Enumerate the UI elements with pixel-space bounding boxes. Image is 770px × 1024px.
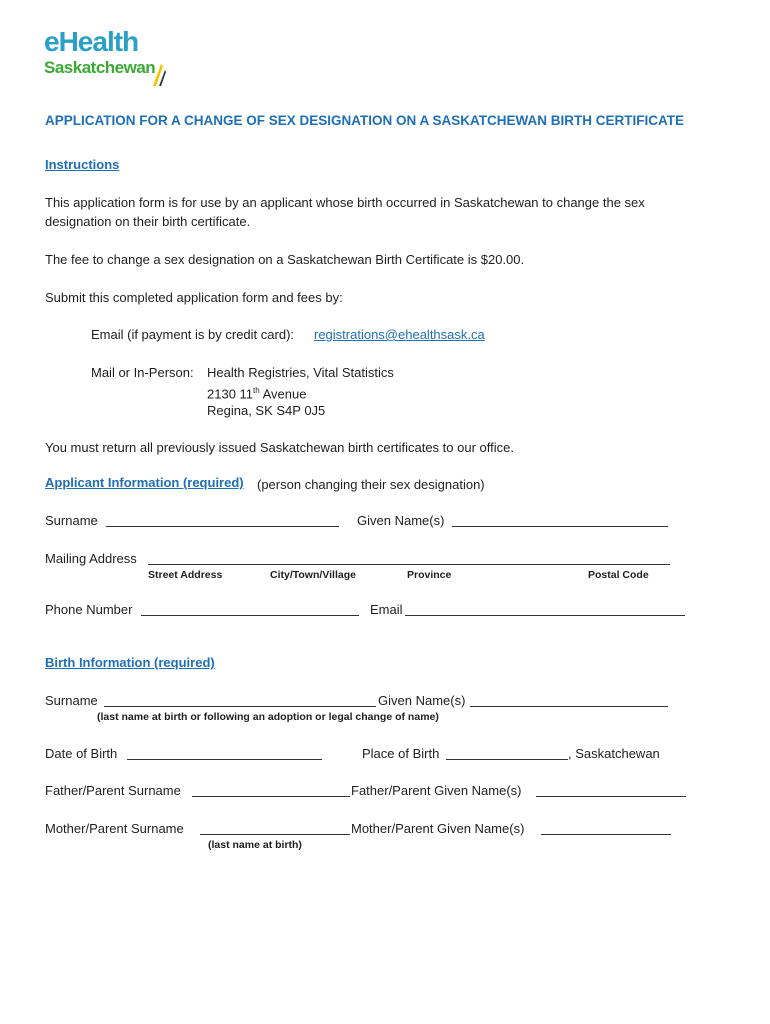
applicant-surname-field[interactable]: [106, 526, 339, 527]
applicant-heading: Applicant Information (required): [45, 475, 244, 490]
mailing-address-field[interactable]: [148, 564, 670, 565]
applicant-given-label: Given Name(s): [357, 513, 445, 528]
pob-suffix: , Saskatchewan: [568, 746, 660, 761]
page-title: APPLICATION FOR A CHANGE OF SEX DESIGNATION ON A SASKATCHEWAN BIRTH CERTIFICATE: [45, 113, 685, 128]
instructions-para1-line2: designation on their birth certificate.: [45, 214, 251, 229]
dob-label: Date of Birth: [45, 746, 118, 761]
applicant-given-field[interactable]: [452, 526, 668, 527]
birth-surname-note: (last name at birth or following an adoption or legal change of name): [97, 711, 439, 723]
mail-address-line3: Regina, SK S4P 0J5: [207, 403, 326, 418]
fee-text: The fee to change a sex designation on a Saskatchewan Birth Certificate is $20.00.: [45, 252, 525, 267]
mail-address-line1: Health Registries, Vital Statistics: [207, 365, 394, 380]
birth-surname-label: Surname: [45, 693, 98, 708]
logo-ehealth: eHealth: [44, 26, 139, 57]
mail-address-line2: 2130 11th Avenue: [207, 386, 307, 402]
mother-given-field[interactable]: [541, 834, 671, 835]
submit-text: Submit this completed application form and fees by:: [45, 290, 343, 305]
mailing-address-label: Mailing Address: [45, 551, 137, 566]
phone-field[interactable]: [141, 615, 359, 616]
father-given-field[interactable]: [536, 796, 686, 797]
instructions-para1-line1: This application form is for use by an applicant whose birth occurred in Saskatchewan to change the sex: [45, 195, 645, 210]
birth-surname-field[interactable]: [104, 706, 376, 707]
email-link[interactable]: registrations@ehealthsask.ca: [314, 327, 485, 342]
postal-code-caption: Postal Code: [588, 569, 649, 581]
father-surname-label: Father/Parent Surname: [45, 783, 181, 798]
father-given-label: Father/Parent Given Name(s): [351, 783, 522, 798]
mother-surname-field[interactable]: [200, 834, 350, 835]
instructions-heading: Instructions: [45, 157, 120, 172]
province-caption: Province: [407, 569, 452, 581]
street-address-caption: Street Address: [148, 569, 223, 581]
birth-given-label: Given Name(s): [378, 693, 466, 708]
mother-given-label: Mother/Parent Given Name(s): [351, 821, 525, 836]
birth-heading: Birth Information (required): [45, 655, 215, 670]
pob-field[interactable]: [446, 759, 568, 760]
wheat-mark-icon: [151, 60, 167, 86]
father-surname-field[interactable]: [192, 796, 350, 797]
mother-surname-note: (last name at birth): [208, 839, 302, 851]
city-caption: City/Town/Village: [270, 569, 356, 581]
birth-given-field[interactable]: [470, 706, 668, 707]
logo-saskatchewan: Saskatchewan: [44, 58, 156, 77]
return-note: You must return all previously issued Saskatchewan birth certificates to our office.: [45, 440, 514, 455]
applicant-heading-note: (person changing their sex designation): [257, 477, 485, 492]
mail-label: Mail or In-Person:: [91, 365, 194, 380]
applicant-email-label: Email: [370, 602, 403, 617]
email-submit-label: Email (if payment is by credit card):: [91, 327, 295, 342]
dob-field[interactable]: [127, 759, 322, 760]
mother-surname-label: Mother/Parent Surname: [45, 821, 184, 836]
applicant-email-field[interactable]: [405, 615, 685, 616]
applicant-surname-label: Surname: [45, 513, 98, 528]
pob-label: Place of Birth: [362, 746, 440, 761]
phone-label: Phone Number: [45, 602, 133, 617]
